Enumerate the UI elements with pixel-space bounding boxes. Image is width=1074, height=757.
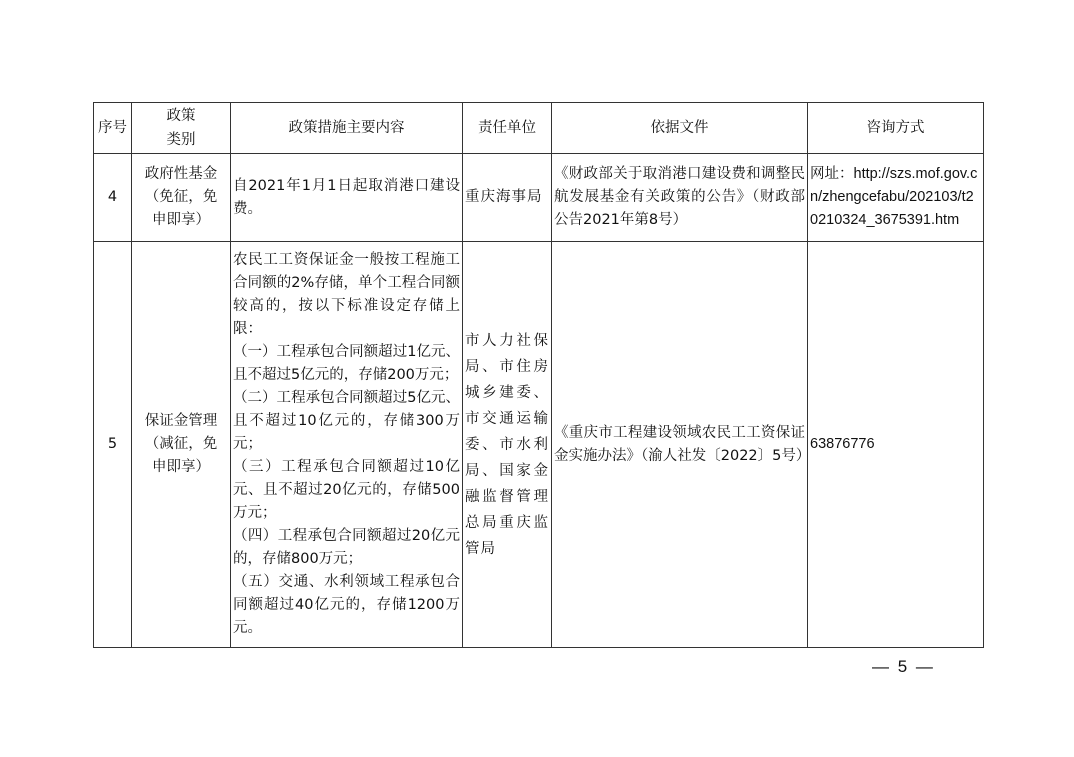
row-content: 自2021年1月1日起取消港口建设费。 bbox=[231, 154, 463, 242]
row-basis: 《财政部关于取消港口建设费和调整民航发展基金有关政策的公告》（财政部公告2021年第8号） bbox=[552, 154, 808, 242]
row-unit: 重庆海事局 bbox=[463, 154, 552, 242]
row-basis: 《重庆市工程建设领域农民工工资保证金实施办法》（渝人社发〔2022〕5号） bbox=[552, 242, 808, 648]
row-content: 农民工工资保证金一般按工程施工合同额的2%存储，单个工程合同额较高的，按以下标准设定存储上限： （一）工程承包合同额超过1亿元、且不超过5亿元的，存储200万元； （二）工程承包合同额超过5亿元、且不超过10亿元的，存储300万元； （三）工程承包合同额超过10亿元、且不超过20亿元的，存储500万元； （四）工程承包合同额超过20亿元的，存储800万元； （五）交通、水利领域工程承包合同额超过40亿元的，存储1200万元。 bbox=[231, 242, 463, 648]
header-contact: 咨询方式 bbox=[808, 103, 984, 154]
row-unit: 市人力社保局、市住房城乡建委、市交通运输委、市水利局、国家金融监督管理总局重庆监管局 bbox=[463, 242, 552, 648]
row-serial: 4 bbox=[94, 154, 132, 242]
row-contact: 63876776 bbox=[808, 242, 984, 648]
row-serial: 5 bbox=[94, 242, 132, 648]
header-serial: 序号 bbox=[94, 103, 132, 154]
table-header-row bbox=[94, 103, 984, 154]
header-unit: 责任单位 bbox=[463, 103, 552, 154]
header-basis: 依据文件 bbox=[552, 103, 808, 154]
policy-table bbox=[93, 102, 984, 648]
header-category: 政策 类别 bbox=[132, 103, 231, 154]
row-category: 保证金管理（减征，免申即享） bbox=[132, 242, 231, 648]
table-row bbox=[94, 154, 984, 242]
row-category: 政府性基金（免征，免申即享） bbox=[132, 154, 231, 242]
row-contact: 网址：http://szs.mof.gov.cn/zhengcefabu/202103/t20210324_3675391.htm bbox=[808, 154, 984, 242]
header-content: 政策措施主要内容 bbox=[231, 103, 463, 154]
table-row bbox=[94, 242, 984, 648]
page-number: — 5 — bbox=[872, 657, 935, 676]
